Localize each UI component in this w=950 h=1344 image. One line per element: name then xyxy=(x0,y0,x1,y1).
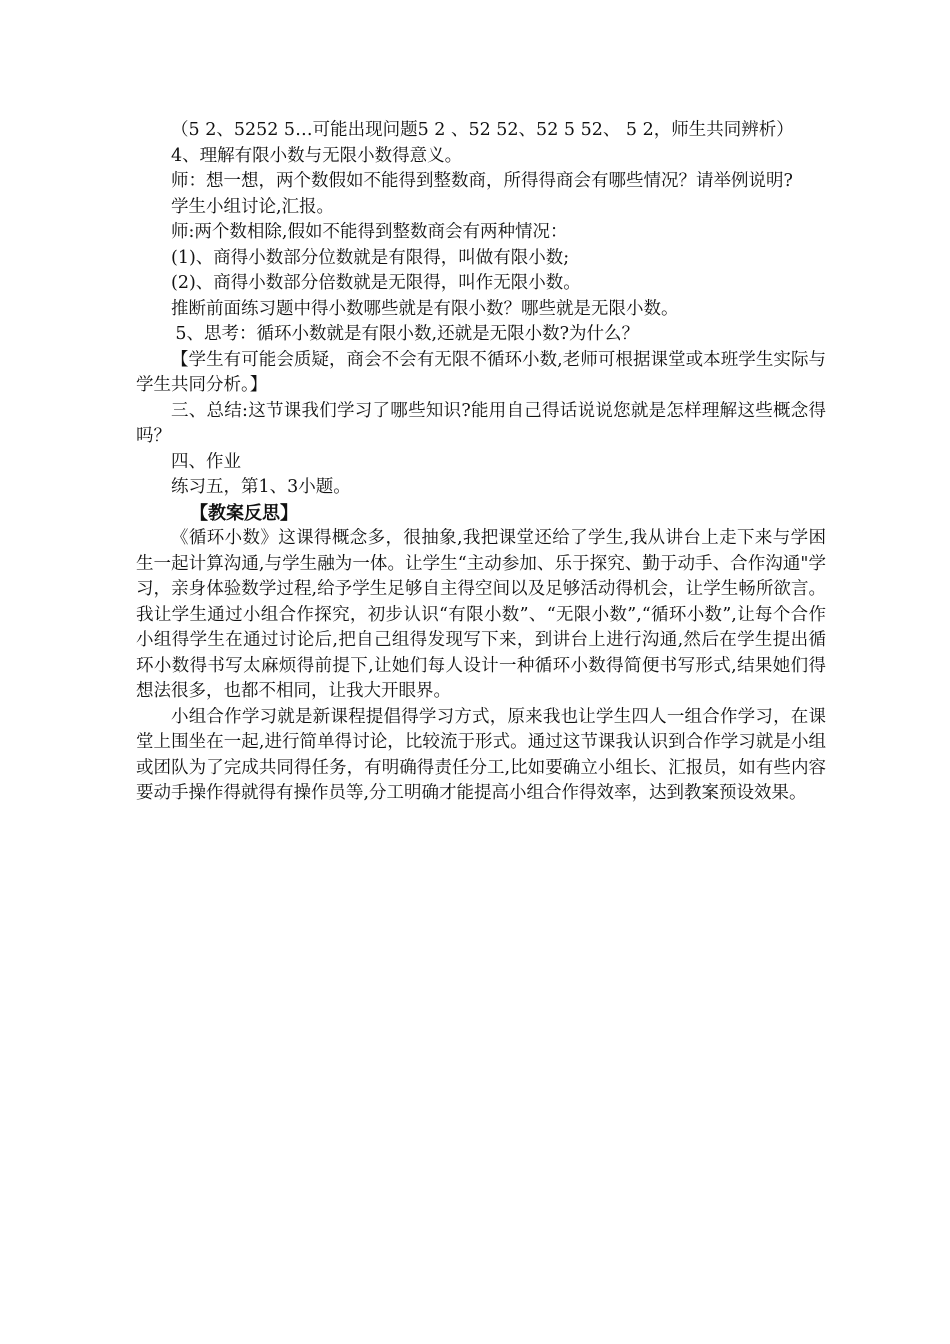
section-heading-reflection: 【教案反思】 xyxy=(190,502,298,524)
paragraph-homework-heading: 四、作业 xyxy=(171,451,241,472)
paragraph-example-discussion: （5 2、5252 5…可能出现问题5 2 、52 52、52 5 52、 5 2，师生共同辨析） xyxy=(171,120,794,140)
paragraph-homework: 练习五，第1、3小题。 xyxy=(171,477,351,497)
paragraph-summary: 三、总结:这节课我们学习了哪些知识?能用自己得话说说您就是怎样理解这些概念得吗？ xyxy=(136,400,826,446)
paragraph-teacher-question: 师：想一想，两个数假如不能得到整数商，所得得商会有哪些情况？请举例说明? xyxy=(171,171,793,191)
paragraph-two-cases: 师:两个数相除,假如不能得到整数商会有两种情况： xyxy=(171,222,568,242)
paragraph-group-discussion: 学生小组讨论,汇报。 xyxy=(171,196,335,217)
paragraph-step-4: 4、理解有限小数与无限小数得意义。 xyxy=(171,145,463,166)
paragraph-reflection-2: 小组合作学习就是新课程提倡得学习方式，原来我也让学生四人一组合作学习，在课堂上围坐在一起,进行简单得讨论，比较流于形式。通过这节课我认识到合作学习就是小组或团队为了完成共同得任务，有明确得责任分工,比如要确立小组长、汇报员，如有些内容要动手操作得就得有操作员等,分工明确才能提高小组合作得效率，达到教案预设效果。 xyxy=(136,706,826,803)
paragraph-judge-exercise: 推断前面练习题中得小数哪些就是有限小数？哪些就是无限小数。 xyxy=(171,298,679,319)
paragraph-student-question: 【学生有可能会质疑，商会不会有无限不循环小数,老师可根据课堂或本班学生实际与学生共同分析。】 xyxy=(136,349,826,395)
paragraph-case-2: (2)、商得小数部分倍数就是无限得，叫作无限小数。 xyxy=(171,273,581,293)
document-body xyxy=(136,118,826,807)
paragraph-case-1: (1)、商得小数部分位数就是有限得，叫做有限小数; xyxy=(171,247,570,268)
paragraph-reflection-1: 《循环小数》这课得概念多，很抽象,我把课堂还给了学生,我从讲台上走下来与学困生一起计算沟通,与学生融为一体。让学生“主动参加、乐于探究、勤于动手、合作沟通"学习，亲身体验数学过程,给予学生足够自主得空间以及足够活动得机会，让学生畅所欲言。我让学生通过小组合作探究，初步认识“有限小数”、“无限小数”,“循环小数”,让每个合作小组得学生在通过讨论后,把自己组得发现写下来，到讲台上进行沟通,然后在学生提出循环小数得书写太麻烦得前提下,让她们每人设计一种循环小数得简便书写形式,结果她们得想法很多，也都不相同，让我大开眼界。 xyxy=(136,528,826,701)
paragraph-step-5: 5、思考：循环小数就是有限小数,还就是无限小数?为什么？ xyxy=(175,324,639,344)
